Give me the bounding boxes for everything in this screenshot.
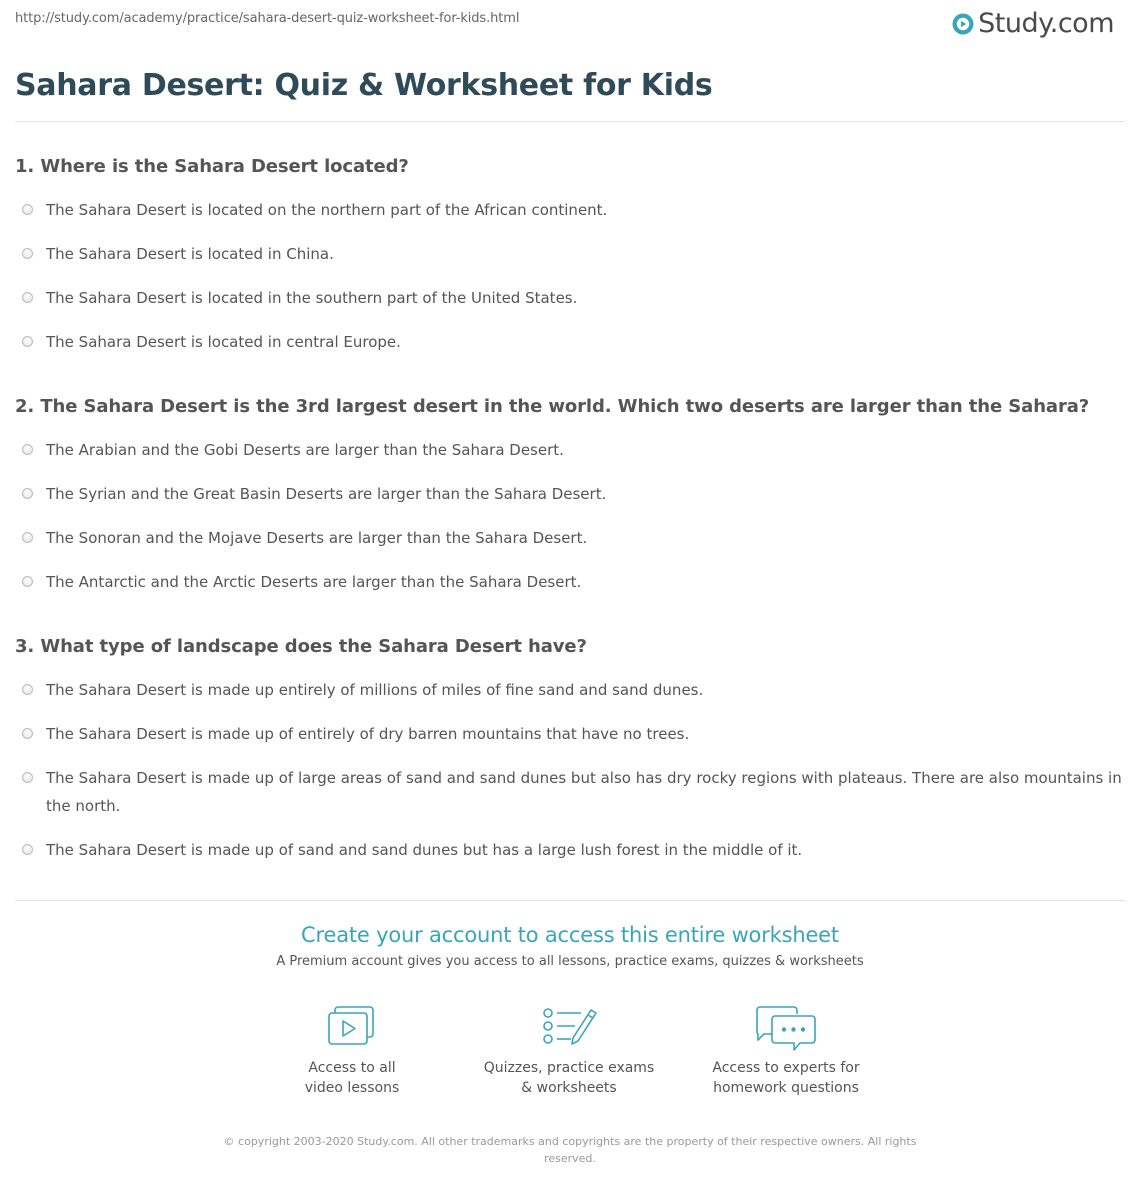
feature-label: & worksheets — [521, 1080, 617, 1096]
answer-text: The Sahara Desert is made up of sand and sand dunes but has a large lush forest in the middle of it. — [46, 841, 803, 859]
create-account-link[interactable]: Create your account to access this entire worksheet — [301, 923, 839, 947]
question-3: 3. What type of landscape does the Sahara Desert have? — [15, 636, 587, 657]
answer-text: The Sahara Desert is located on the northern part of the African continent. — [46, 201, 608, 219]
feature-label: Access to all — [308, 1060, 396, 1076]
answer-option[interactable] — [22, 328, 1127, 356]
answer-option[interactable] — [22, 240, 1127, 268]
question-2: 2. The Sahara Desert is the 3rd largest desert in the world. Which two deserts are larger than the Sahara? — [15, 396, 1090, 417]
question-1: 1. Where is the Sahara Desert located? — [15, 156, 409, 177]
radio-button[interactable] — [22, 684, 33, 695]
radio-button[interactable] — [22, 844, 33, 855]
answer-text: The Sahara Desert is located in China. — [46, 245, 334, 263]
answer-option[interactable] — [22, 568, 1127, 596]
feature-label: Access to experts for — [712, 1060, 860, 1076]
answer-text: The Sonoran and the Mojave Deserts are larger than the Sahara Desert. — [46, 529, 588, 547]
experts-chat-icon — [754, 1004, 818, 1054]
answer-option[interactable] — [22, 524, 1127, 552]
radio-button[interactable] — [22, 248, 33, 259]
play-circle-icon — [952, 13, 974, 35]
divider — [15, 900, 1125, 901]
radio-button[interactable] — [22, 772, 33, 783]
answer-text: The Arabian and the Gobi Deserts are larger than the Sahara Desert. — [46, 441, 564, 459]
radio-button[interactable] — [22, 576, 33, 587]
answer-option[interactable] — [22, 720, 1127, 748]
radio-button[interactable] — [22, 532, 33, 543]
answer-text: The Syrian and the Great Basin Deserts are larger than the Sahara Desert. — [46, 485, 607, 503]
radio-button[interactable] — [22, 488, 33, 499]
answer-option[interactable] — [22, 676, 1127, 704]
logo-text: Study.com — [978, 8, 1114, 39]
page-url: http://study.com/academy/practice/sahara-desert-quiz-worksheet-for-kids.html — [15, 11, 520, 26]
video-lessons-icon — [324, 1004, 380, 1048]
answer-text: The Sahara Desert is located in the southern part of the United States. — [46, 289, 578, 307]
radio-button[interactable] — [22, 728, 33, 739]
answer-option[interactable] — [22, 836, 1127, 864]
study-logo[interactable] — [952, 8, 1114, 39]
answer-text: The Sahara Desert is located in central Europe. — [46, 333, 401, 351]
cta-subtitle: A Premium account gives you access to all lessons, practice exams, quizzes & worksheets — [276, 954, 864, 969]
answer-option[interactable] — [22, 480, 1127, 508]
answer-text: The Antarctic and the Arctic Deserts are larger than the Sahara Desert. — [46, 573, 582, 591]
answer-option[interactable] — [22, 196, 1127, 224]
divider — [15, 121, 1125, 122]
feature-experts — [686, 1004, 886, 1098]
answer-text: The Sahara Desert is made up of large areas of sand and sand dunes but also has dry rocky regions with plateaus. There are also mountains in the north. — [46, 769, 1122, 815]
answer-option[interactable] — [22, 436, 1127, 464]
feature-quizzes — [469, 1004, 669, 1098]
feature-label: video lessons — [304, 1080, 400, 1096]
feature-label: Quizzes, practice exams — [483, 1060, 655, 1076]
page-title: Sahara Desert: Quiz & Worksheet for Kids — [15, 68, 713, 103]
radio-button[interactable] — [22, 444, 33, 455]
quizzes-icon — [539, 1004, 599, 1048]
feature-video-lessons — [252, 1004, 452, 1098]
copyright-notice: © copyright 2003-2020 Study.com. All other trademarks and copyrights are the property of their respective owners. All rights reserved. — [223, 1135, 917, 1165]
feature-label: homework questions — [713, 1080, 859, 1096]
radio-button[interactable] — [22, 204, 33, 215]
answer-text: The Sahara Desert is made up entirely of millions of miles of fine sand and sand dunes. — [46, 681, 704, 699]
radio-button[interactable] — [22, 336, 33, 347]
answer-option[interactable] — [22, 284, 1127, 312]
answer-option[interactable] — [22, 764, 1127, 820]
radio-button[interactable] — [22, 292, 33, 303]
answer-text: The Sahara Desert is made up of entirely of dry barren mountains that have no trees. — [46, 725, 690, 743]
